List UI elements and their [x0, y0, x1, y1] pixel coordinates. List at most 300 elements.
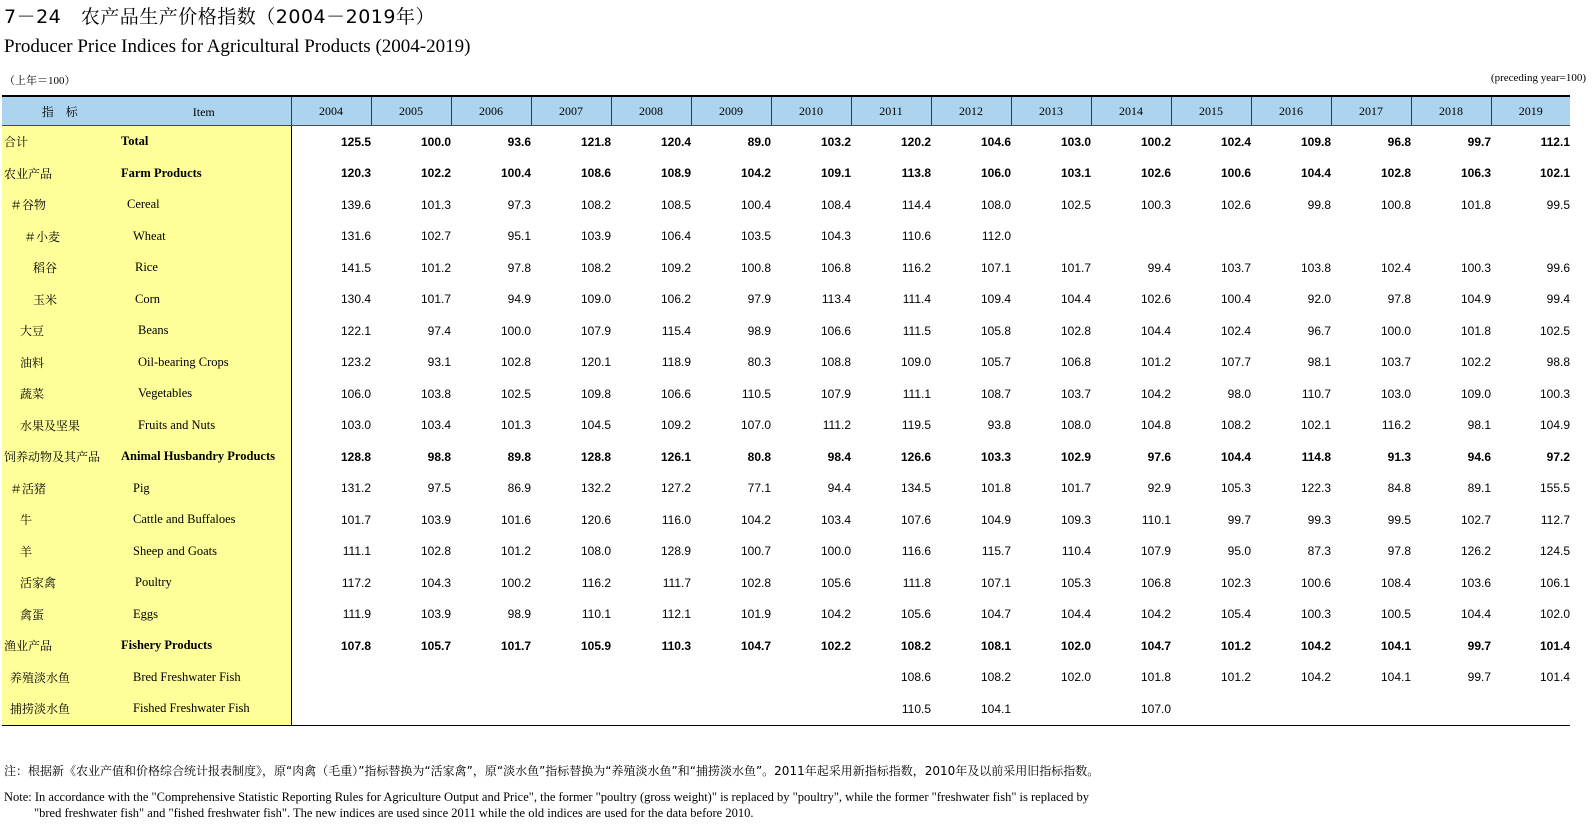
row-label-chinese: 玉米 — [2, 284, 119, 316]
row-label-english: Fruits and Nuts — [119, 410, 291, 442]
value-cell: 102.0 — [1060, 638, 1091, 653]
row-label-english: Beans — [119, 315, 291, 347]
value-cell: 104.5 — [580, 418, 611, 433]
value-cell: 105.7 — [420, 638, 451, 653]
value-cell: 97.8 — [507, 260, 531, 275]
value-cell: 102.8 — [420, 544, 451, 559]
value-cell: 109.2 — [660, 260, 691, 275]
value-cell: 109.2 — [660, 418, 691, 433]
value-cell — [531, 693, 611, 725]
header-year-2005: 2005 — [371, 96, 451, 126]
value-cell: 104.8 — [1140, 418, 1171, 433]
table-row — [2, 536, 1570, 568]
row-label-chinese: 农业产品 — [2, 158, 119, 190]
value-cell: 102.5 — [1539, 323, 1570, 338]
table-title-chinese: 7－24 农产品生产价格指数（2004－2019年） — [4, 6, 435, 28]
value-cell: 106.4 — [660, 229, 691, 244]
row-label-english: Cattle and Buffaloes — [119, 504, 291, 536]
value-cell: 103.4 — [420, 418, 451, 433]
value-cell: 106.8 — [820, 260, 851, 275]
row-label-english: Rice — [119, 252, 291, 284]
value-cell: 104.1 — [1380, 670, 1411, 685]
row-label-chinese: 羊 — [2, 536, 119, 568]
value-cell: 111.9 — [342, 607, 371, 622]
value-cell: 102.5 — [1060, 197, 1091, 212]
value-cell — [1491, 693, 1570, 725]
value-cell: 120.3 — [340, 166, 371, 181]
value-cell: 128.9 — [660, 544, 691, 559]
value-cell: 103.0 — [1060, 134, 1091, 149]
value-cell: 101.2 — [1220, 670, 1251, 685]
value-cell: 100.0 — [1380, 323, 1411, 338]
table-row — [2, 630, 1570, 662]
value-cell: 103.8 — [420, 386, 451, 401]
value-cell: 80.8 — [747, 449, 771, 464]
row-label-english: Poultry — [119, 567, 291, 599]
value-cell: 113.8 — [901, 166, 931, 181]
row-label-chinese: 养殖淡水鱼 — [2, 662, 119, 694]
value-cell: 109.4 — [980, 292, 1011, 307]
value-cell: 97.8 — [1387, 292, 1411, 307]
row-label-english: Oil-bearing Crops — [119, 347, 291, 379]
value-cell: 102.2 — [820, 638, 851, 653]
value-cell — [371, 662, 451, 694]
value-cell: 104.7 — [980, 607, 1011, 622]
value-cell: 108.2 — [1220, 418, 1251, 433]
value-cell: 108.6 — [580, 166, 611, 181]
value-cell: 102.1 — [1300, 418, 1331, 433]
header-year-2012: 2012 — [931, 96, 1011, 126]
table-row — [2, 252, 1570, 284]
value-cell: 99.4 — [1546, 292, 1570, 307]
value-cell: 102.4 — [1220, 134, 1251, 149]
value-cell: 102.8 — [500, 355, 531, 370]
value-cell: 108.8 — [820, 355, 851, 370]
value-cell: 98.1 — [1307, 355, 1331, 370]
unit-note-english: (preceding year=100) — [1490, 72, 1586, 84]
value-cell: 123.2 — [340, 355, 371, 370]
unit-note-chinese: （上年＝100） — [4, 75, 76, 87]
value-cell: 100.0 — [820, 544, 851, 559]
value-cell: 100.7 — [740, 544, 771, 559]
value-cell: 101.6 — [500, 512, 531, 527]
value-cell: 107.1 — [980, 575, 1011, 590]
value-cell: 77.1 — [747, 481, 771, 496]
value-cell — [1011, 221, 1091, 253]
value-cell: 104.2 — [1140, 607, 1171, 622]
value-cell: 128.8 — [580, 449, 611, 464]
value-cell: 110.1 — [1141, 512, 1171, 527]
value-cell: 98.9 — [747, 323, 771, 338]
table-row — [2, 189, 1570, 221]
row-label-english: Wheat — [119, 221, 291, 253]
value-cell: 104.2 — [740, 512, 771, 527]
value-cell: 107.9 — [580, 323, 611, 338]
row-label-chinese: 油料 — [2, 347, 119, 379]
value-cell: 101.7 — [1060, 481, 1091, 496]
value-cell: 115.4 — [661, 323, 691, 338]
value-cell: 128.8 — [340, 449, 371, 464]
value-cell — [611, 693, 691, 725]
value-cell: 95.1 — [507, 229, 531, 244]
value-cell — [1251, 693, 1331, 725]
value-cell: 108.4 — [820, 197, 851, 212]
value-cell: 115.7 — [981, 544, 1011, 559]
value-cell — [771, 693, 851, 725]
value-cell: 102.3 — [1220, 575, 1251, 590]
row-label-chinese: 活家禽 — [2, 567, 119, 599]
value-cell: 109.8 — [580, 386, 611, 401]
value-cell: 108.4 — [1380, 575, 1411, 590]
value-cell: 106.6 — [660, 386, 691, 401]
value-cell: 99.5 — [1387, 512, 1411, 527]
table-row — [2, 158, 1570, 190]
value-cell — [371, 693, 451, 725]
value-cell — [291, 693, 371, 725]
value-cell: 101.7 — [1060, 260, 1091, 275]
value-cell: 111.1 — [902, 386, 931, 401]
value-cell: 122.3 — [1300, 481, 1331, 496]
value-cell: 104.2 — [740, 166, 771, 181]
value-cell: 100.6 — [1220, 166, 1251, 181]
value-cell: 131.6 — [340, 229, 371, 244]
value-cell — [531, 662, 611, 694]
value-cell: 109.8 — [1300, 134, 1331, 149]
row-label-english: Eggs — [119, 599, 291, 631]
value-cell: 105.8 — [980, 323, 1011, 338]
value-cell: 84.8 — [1387, 481, 1411, 496]
value-cell: 122.1 — [340, 323, 371, 338]
value-cell: 110.1 — [581, 607, 611, 622]
value-cell: 102.0 — [1539, 607, 1570, 622]
row-label-english: Pig — [119, 473, 291, 505]
value-cell: 108.2 — [900, 638, 931, 653]
value-cell: 104.4 — [1060, 292, 1091, 307]
value-cell: 101.7 — [340, 512, 371, 527]
value-cell: 114.8 — [1301, 449, 1331, 464]
value-cell: 110.4 — [1061, 544, 1091, 559]
value-cell: 107.7 — [1220, 355, 1251, 370]
value-cell: 119.5 — [901, 418, 931, 433]
value-cell: 108.2 — [580, 260, 611, 275]
value-cell: 96.7 — [1307, 323, 1331, 338]
value-cell: 104.9 — [980, 512, 1011, 527]
value-cell: 99.7 — [1467, 134, 1491, 149]
value-cell: 102.5 — [500, 386, 531, 401]
header-year-2010: 2010 — [771, 96, 851, 126]
value-cell: 101.4 — [1539, 638, 1570, 653]
value-cell: 94.9 — [507, 292, 531, 307]
value-cell: 97.3 — [507, 197, 531, 212]
value-cell: 109.3 — [1060, 512, 1091, 527]
value-cell: 103.7 — [1060, 386, 1091, 401]
value-cell: 93.1 — [427, 355, 451, 370]
value-cell: 108.2 — [980, 670, 1011, 685]
value-cell: 104.4 — [1460, 607, 1491, 622]
value-cell: 80.3 — [747, 355, 771, 370]
value-cell: 117.2 — [341, 575, 371, 590]
header-year-2008: 2008 — [611, 96, 691, 126]
table-title-english: Producer Price Indices for Agricultural Products (2004-2019) — [4, 36, 471, 57]
value-cell: 116.6 — [901, 544, 931, 559]
value-cell: 102.6 — [1140, 166, 1171, 181]
table-row — [2, 599, 1570, 631]
value-cell: 108.7 — [980, 386, 1011, 401]
value-cell — [1091, 221, 1171, 253]
value-cell: 99.7 — [1227, 512, 1251, 527]
table-row — [2, 315, 1570, 347]
table-row — [2, 473, 1570, 505]
header-year-2017: 2017 — [1331, 96, 1411, 126]
value-cell: 102.8 — [740, 575, 771, 590]
value-cell: 112.1 — [1540, 134, 1570, 149]
value-cell: 105.9 — [580, 638, 611, 653]
value-cell: 126.2 — [1460, 544, 1491, 559]
value-cell: 102.0 — [1060, 670, 1091, 685]
value-cell: 104.4 — [1220, 449, 1251, 464]
value-cell: 126.1 — [660, 449, 691, 464]
value-cell: 105.3 — [1220, 481, 1251, 496]
value-cell: 106.2 — [660, 292, 691, 307]
value-cell: 101.8 — [1460, 197, 1491, 212]
value-cell: 95.0 — [1227, 544, 1251, 559]
row-label-english: Corn — [119, 284, 291, 316]
value-cell: 120.4 — [660, 134, 691, 149]
value-cell: 100.3 — [1300, 607, 1331, 622]
value-cell: 101.4 — [1539, 670, 1570, 685]
value-cell — [451, 662, 531, 694]
value-cell: 100.4 — [500, 166, 531, 181]
value-cell: 99.4 — [1147, 260, 1171, 275]
value-cell: 109.1 — [820, 166, 851, 181]
value-cell: 116.2 — [1381, 418, 1411, 433]
value-cell: 104.2 — [1140, 386, 1171, 401]
value-cell: 116.2 — [901, 260, 931, 275]
header-year-2019: 2019 — [1491, 96, 1570, 126]
value-cell: 108.0 — [980, 197, 1011, 212]
value-cell: 86.9 — [507, 481, 531, 496]
value-cell: 101.2 — [420, 260, 451, 275]
value-cell: 108.6 — [900, 670, 931, 685]
value-cell: 103.6 — [1460, 575, 1491, 590]
value-cell: 101.3 — [500, 418, 531, 433]
value-cell: 110.5 — [851, 693, 931, 725]
value-cell: 132.2 — [580, 481, 611, 496]
value-cell: 98.0 — [1227, 386, 1251, 401]
value-cell: 131.2 — [340, 481, 371, 496]
value-cell: 106.0 — [340, 386, 371, 401]
row-label-chinese: 捕捞淡水鱼 — [2, 693, 119, 725]
value-cell: 104.2 — [820, 607, 851, 622]
header-year-2011: 2011 — [851, 96, 931, 126]
value-cell: 101.2 — [1220, 638, 1251, 653]
row-label-english: Fished Freshwater Fish — [119, 693, 291, 725]
value-cell: 112.0 — [981, 229, 1011, 244]
row-label-chinese: 水果及坚果 — [2, 410, 119, 442]
value-cell: 103.0 — [1380, 386, 1411, 401]
value-cell: 106.1 — [1539, 575, 1570, 590]
value-cell: 98.1 — [1467, 418, 1491, 433]
row-label-english: Farm Products — [119, 158, 291, 190]
value-cell: 124.5 — [1539, 544, 1570, 559]
header-year-2015: 2015 — [1171, 96, 1251, 126]
value-cell: 108.2 — [580, 197, 611, 212]
row-label-chinese: ＃活猪 — [2, 473, 119, 505]
value-cell — [1331, 221, 1411, 253]
value-cell: 105.3 — [1060, 575, 1091, 590]
value-cell: 99.7 — [1467, 670, 1491, 685]
value-cell: 97.5 — [427, 481, 451, 496]
value-cell: 104.4 — [1300, 166, 1331, 181]
value-cell: 107.6 — [900, 512, 931, 527]
value-cell: 108.0 — [580, 544, 611, 559]
value-cell: 104.4 — [1140, 323, 1171, 338]
value-cell — [691, 693, 771, 725]
price-index-table — [2, 95, 1570, 726]
value-cell: 104.7 — [740, 638, 771, 653]
value-cell: 102.7 — [420, 229, 451, 244]
value-cell: 100.3 — [1140, 197, 1171, 212]
value-cell: 102.1 — [1539, 166, 1570, 181]
value-cell: 99.8 — [1307, 197, 1331, 212]
value-cell: 107.0 — [1091, 693, 1171, 725]
value-cell: 126.6 — [900, 449, 931, 464]
value-cell: 101.8 — [980, 481, 1011, 496]
value-cell: 121.8 — [580, 134, 611, 149]
value-cell — [1171, 221, 1251, 253]
value-cell — [611, 662, 691, 694]
table-row — [2, 567, 1570, 599]
value-cell — [1411, 693, 1491, 725]
value-cell: 91.3 — [1387, 449, 1411, 464]
value-cell: 103.3 — [980, 449, 1011, 464]
value-cell: 99.3 — [1307, 512, 1331, 527]
table-row — [2, 693, 1570, 725]
table-row — [2, 221, 1570, 253]
value-cell: 108.9 — [660, 166, 691, 181]
value-cell — [1411, 221, 1491, 253]
table-row — [2, 378, 1570, 410]
value-cell: 103.8 — [1300, 260, 1331, 275]
value-cell: 106.6 — [820, 323, 851, 338]
value-cell: 96.8 — [1387, 134, 1411, 149]
table-row — [2, 284, 1570, 316]
value-cell: 107.9 — [820, 386, 851, 401]
value-cell: 106.8 — [1060, 355, 1091, 370]
value-cell: 106.0 — [980, 166, 1011, 181]
table-row — [2, 662, 1570, 694]
value-cell: 103.2 — [820, 134, 851, 149]
value-cell: 107.1 — [980, 260, 1011, 275]
value-cell — [1331, 693, 1411, 725]
value-cell: 112.1 — [661, 607, 691, 622]
value-cell: 98.8 — [1546, 355, 1570, 370]
value-cell: 93.8 — [987, 418, 1011, 433]
header-item-english: Item — [192, 104, 215, 119]
value-cell: 103.4 — [820, 512, 851, 527]
value-cell: 120.2 — [900, 134, 931, 149]
value-cell: 120.1 — [580, 355, 611, 370]
value-cell: 111.8 — [902, 575, 931, 590]
value-cell: 100.6 — [1300, 575, 1331, 590]
value-cell: 99.5 — [1546, 197, 1570, 212]
value-cell: 130.4 — [340, 292, 371, 307]
value-cell: 108.5 — [660, 197, 691, 212]
value-cell: 109.0 — [900, 355, 931, 370]
table-row — [2, 410, 1570, 442]
value-cell: 100.0 — [500, 323, 531, 338]
value-cell: 108.1 — [980, 638, 1011, 653]
value-cell: 98.8 — [427, 449, 451, 464]
value-cell: 141.5 — [340, 260, 371, 275]
value-cell: 103.9 — [580, 229, 611, 244]
value-cell: 102.2 — [1460, 355, 1491, 370]
row-label-english: Animal Husbandry Products — [119, 441, 291, 473]
value-cell — [1011, 693, 1091, 725]
header-year-2014: 2014 — [1091, 96, 1171, 126]
value-cell: 92.0 — [1307, 292, 1331, 307]
row-label-chinese: 牛 — [2, 504, 119, 536]
value-cell: 109.0 — [1460, 386, 1491, 401]
value-cell: 103.5 — [740, 229, 771, 244]
table-header-row — [2, 96, 1570, 126]
value-cell: 103.0 — [340, 418, 371, 433]
value-cell — [771, 662, 851, 694]
value-cell: 110.6 — [901, 229, 931, 244]
value-cell: 112.7 — [1540, 512, 1570, 527]
value-cell: 104.2 — [1300, 670, 1331, 685]
value-cell: 103.7 — [1380, 355, 1411, 370]
value-cell: 97.6 — [1147, 449, 1171, 464]
value-cell: 93.6 — [507, 134, 531, 149]
value-cell: 89.1 — [1467, 481, 1491, 496]
value-cell: 104.9 — [1539, 418, 1570, 433]
value-cell: 94.4 — [827, 481, 851, 496]
table-row — [2, 126, 1570, 158]
value-cell: 100.4 — [1220, 292, 1251, 307]
value-cell: 102.4 — [1380, 260, 1411, 275]
header-year-2009: 2009 — [691, 96, 771, 126]
value-cell: 139.6 — [340, 197, 371, 212]
value-cell: 103.7 — [1220, 260, 1251, 275]
value-cell: 102.7 — [1460, 512, 1491, 527]
value-cell: 104.3 — [420, 575, 451, 590]
row-label-chinese: 合计 — [2, 126, 119, 158]
value-cell: 97.9 — [747, 292, 771, 307]
value-cell: 104.7 — [1140, 638, 1171, 653]
value-cell: 111.7 — [662, 575, 691, 590]
value-cell: 101.3 — [420, 197, 451, 212]
value-cell: 101.2 — [500, 544, 531, 559]
value-cell: 97.2 — [1546, 449, 1570, 464]
value-cell: 104.3 — [820, 229, 851, 244]
value-cell — [1171, 693, 1251, 725]
value-cell: 110.7 — [1301, 386, 1331, 401]
value-cell: 100.8 — [740, 260, 771, 275]
value-cell: 134.5 — [900, 481, 931, 496]
value-cell — [1251, 221, 1331, 253]
row-label-english: Fishery Products — [119, 630, 291, 662]
table-body — [2, 126, 1570, 726]
value-cell: 100.3 — [1460, 260, 1491, 275]
row-label-chinese: 大豆 — [2, 315, 119, 347]
value-cell: 113.4 — [821, 292, 851, 307]
value-cell: 104.1 — [931, 693, 1011, 725]
value-cell: 103.9 — [420, 607, 451, 622]
row-label-chinese: 饲养动物及其产品 — [2, 441, 119, 473]
value-cell: 111.4 — [902, 292, 931, 307]
value-cell: 94.6 — [1467, 449, 1491, 464]
